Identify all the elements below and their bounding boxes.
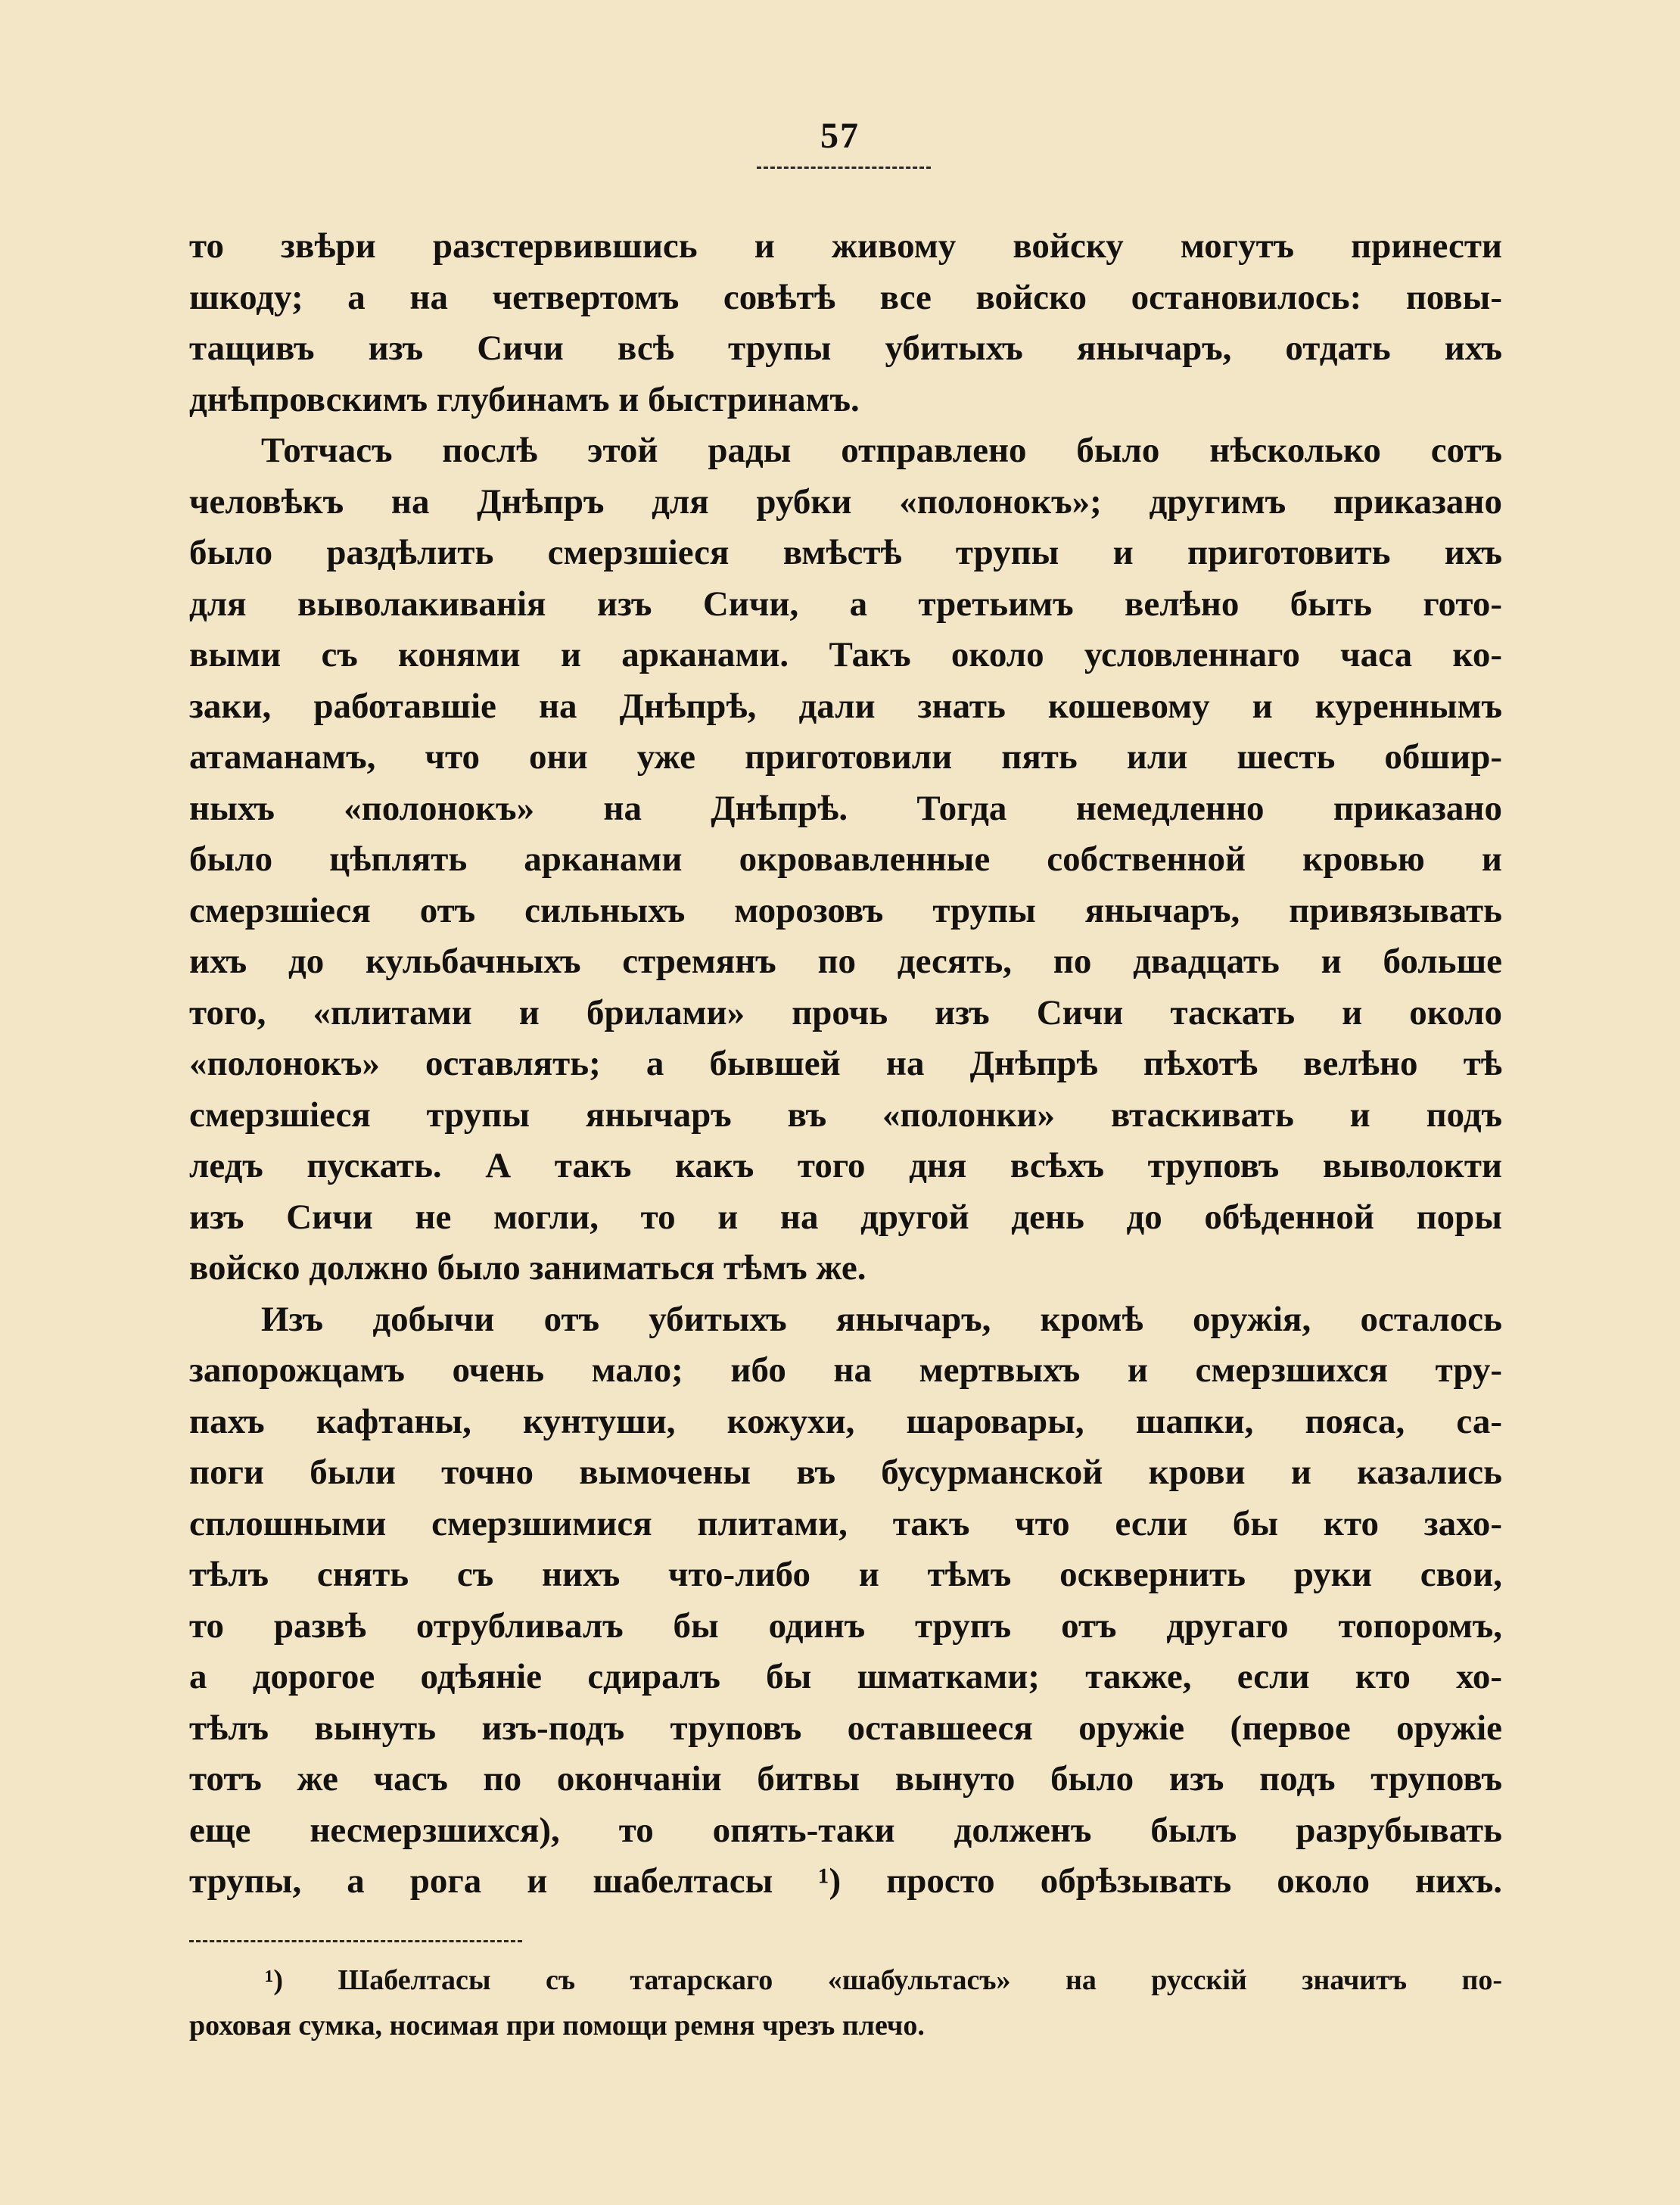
text-line: «полонокъ» оставлять; а бывшей на Днѣпрѣ пѣхотѣ велѣно тѣ	[189, 1044, 1502, 1083]
paragraph-1	[189, 221, 1502, 425]
text-line: поги были точно вымочены въ бусурманской крови и казались	[189, 1453, 1502, 1492]
text-line: запорожцамъ очень мало; ибо на мертвыхъ и смерзшихся тру-	[189, 1350, 1502, 1390]
text-line: еще несмерзшихся), то опять-таки долженъ былъ разрубывать	[189, 1810, 1502, 1850]
text-line: ихъ до кульбачныхъ стремянъ по десять, по двадцать и больше	[189, 942, 1502, 981]
text-line: шкоду; а на четвертомъ совѣтѣ все войско остановилось: повы-	[189, 277, 1502, 317]
text-line: ныхъ «полонокъ» на Днѣпрѣ. Тогда немедленно приказано	[189, 788, 1502, 828]
text-line: войско должно было заниматься тѣмъ же.	[189, 1248, 866, 1288]
footnote-line: роховая сумка, носимая при помощи ремня чрезъ плечо.	[189, 2010, 925, 2041]
text-line: тѣлъ вынуть изъ-подъ труповъ оставшееся оружіе (первое оружіе	[189, 1708, 1502, 1748]
text-line: трупы, а рога и шабелтасы ¹) просто обрѣзывать около нихъ.	[189, 1861, 1502, 1901]
text-line: было раздѣлить смерзшіеся вмѣстѣ трупы и приготовить ихъ	[189, 533, 1502, 572]
text-line: смерзшіеся отъ сильныхъ морозовъ трупы янычаръ, привязывать	[189, 890, 1502, 930]
text-line: человѣкъ на Днѣпръ для рубки «полонокъ»; другимъ приказано	[189, 481, 1502, 522]
text-line: для выволакиванія изъ Сичи, а третьимъ велѣно быть гото-	[189, 584, 1502, 624]
text-line: то развѣ отрубливалъ бы одинъ трупъ отъ другаго топоромъ,	[189, 1605, 1502, 1646]
text-line: Изъ добычи отъ убитыхъ янычаръ, кромѣ оружія, осталось	[261, 1299, 1502, 1339]
text-line: тотъ же часъ по окончаніи битвы вынуто было изъ подъ труповъ	[189, 1759, 1502, 1799]
text-line: того, «плитами и брилами» прочь изъ Сичи таскать и около	[189, 992, 1502, 1032]
footnotes	[189, 1957, 1502, 2048]
text-line: атаманамъ, что они уже приготовили пять или шесть обшир-	[189, 737, 1502, 777]
text-line: изъ Сичи не могли, то и на другой день до обѣденной поры	[189, 1197, 1502, 1237]
text-line: тѣлъ снять съ нихъ что-либо и тѣмъ осквернить руки свои,	[189, 1555, 1502, 1594]
text-line: выми съ конями и арканами. Такъ около условленнаго часа ко-	[189, 635, 1502, 674]
text-line: Тотчасъ послѣ этой рады отправлено было нѣсколько сотъ	[261, 431, 1502, 470]
text-line: заки, работавшіе на Днѣпрѣ, дали знать кошевому и куреннымъ	[189, 686, 1502, 726]
text-line: сплошными смерзшимися плитами, такъ что если бы кто захо-	[189, 1503, 1502, 1543]
body-text	[189, 221, 1502, 1908]
text-line: днѣпровскимъ глубинамъ и быстринамъ.	[189, 379, 860, 419]
paragraph-2	[189, 425, 1502, 1294]
text-line: было цѣплять арканами окровавленные собственной кровью и	[189, 839, 1502, 879]
page-number: 57	[820, 116, 860, 156]
header-rule	[757, 167, 931, 169]
footnote-rule	[189, 1940, 522, 1942]
text-line: тащивъ изъ Сичи всѣ трупы убитыхъ янычаръ, отдать ихъ	[189, 329, 1502, 368]
text-line: смерзшіеся трупы янычаръ въ «полонки» втаскивать и подъ	[189, 1095, 1502, 1135]
text-line: а дорогое одѣяніе сдиралъ бы шматками; также, если кто хо-	[189, 1657, 1502, 1696]
paragraph-3	[189, 1294, 1502, 1908]
footnote-line: ¹) Шабелтасы съ татарскаго «шабультасъ» на русскій значитъ по-	[265, 1964, 1502, 1996]
text-line: ледъ пускать. А такъ какъ того дня всѣхъ труповъ выволокти	[189, 1146, 1502, 1185]
text-line: пахъ кафтаны, кунтуши, кожухи, шаровары, шапки, пояса, са-	[189, 1401, 1502, 1441]
text-line: то звѣри разстервившись и живому войску могутъ принести	[189, 226, 1502, 266]
